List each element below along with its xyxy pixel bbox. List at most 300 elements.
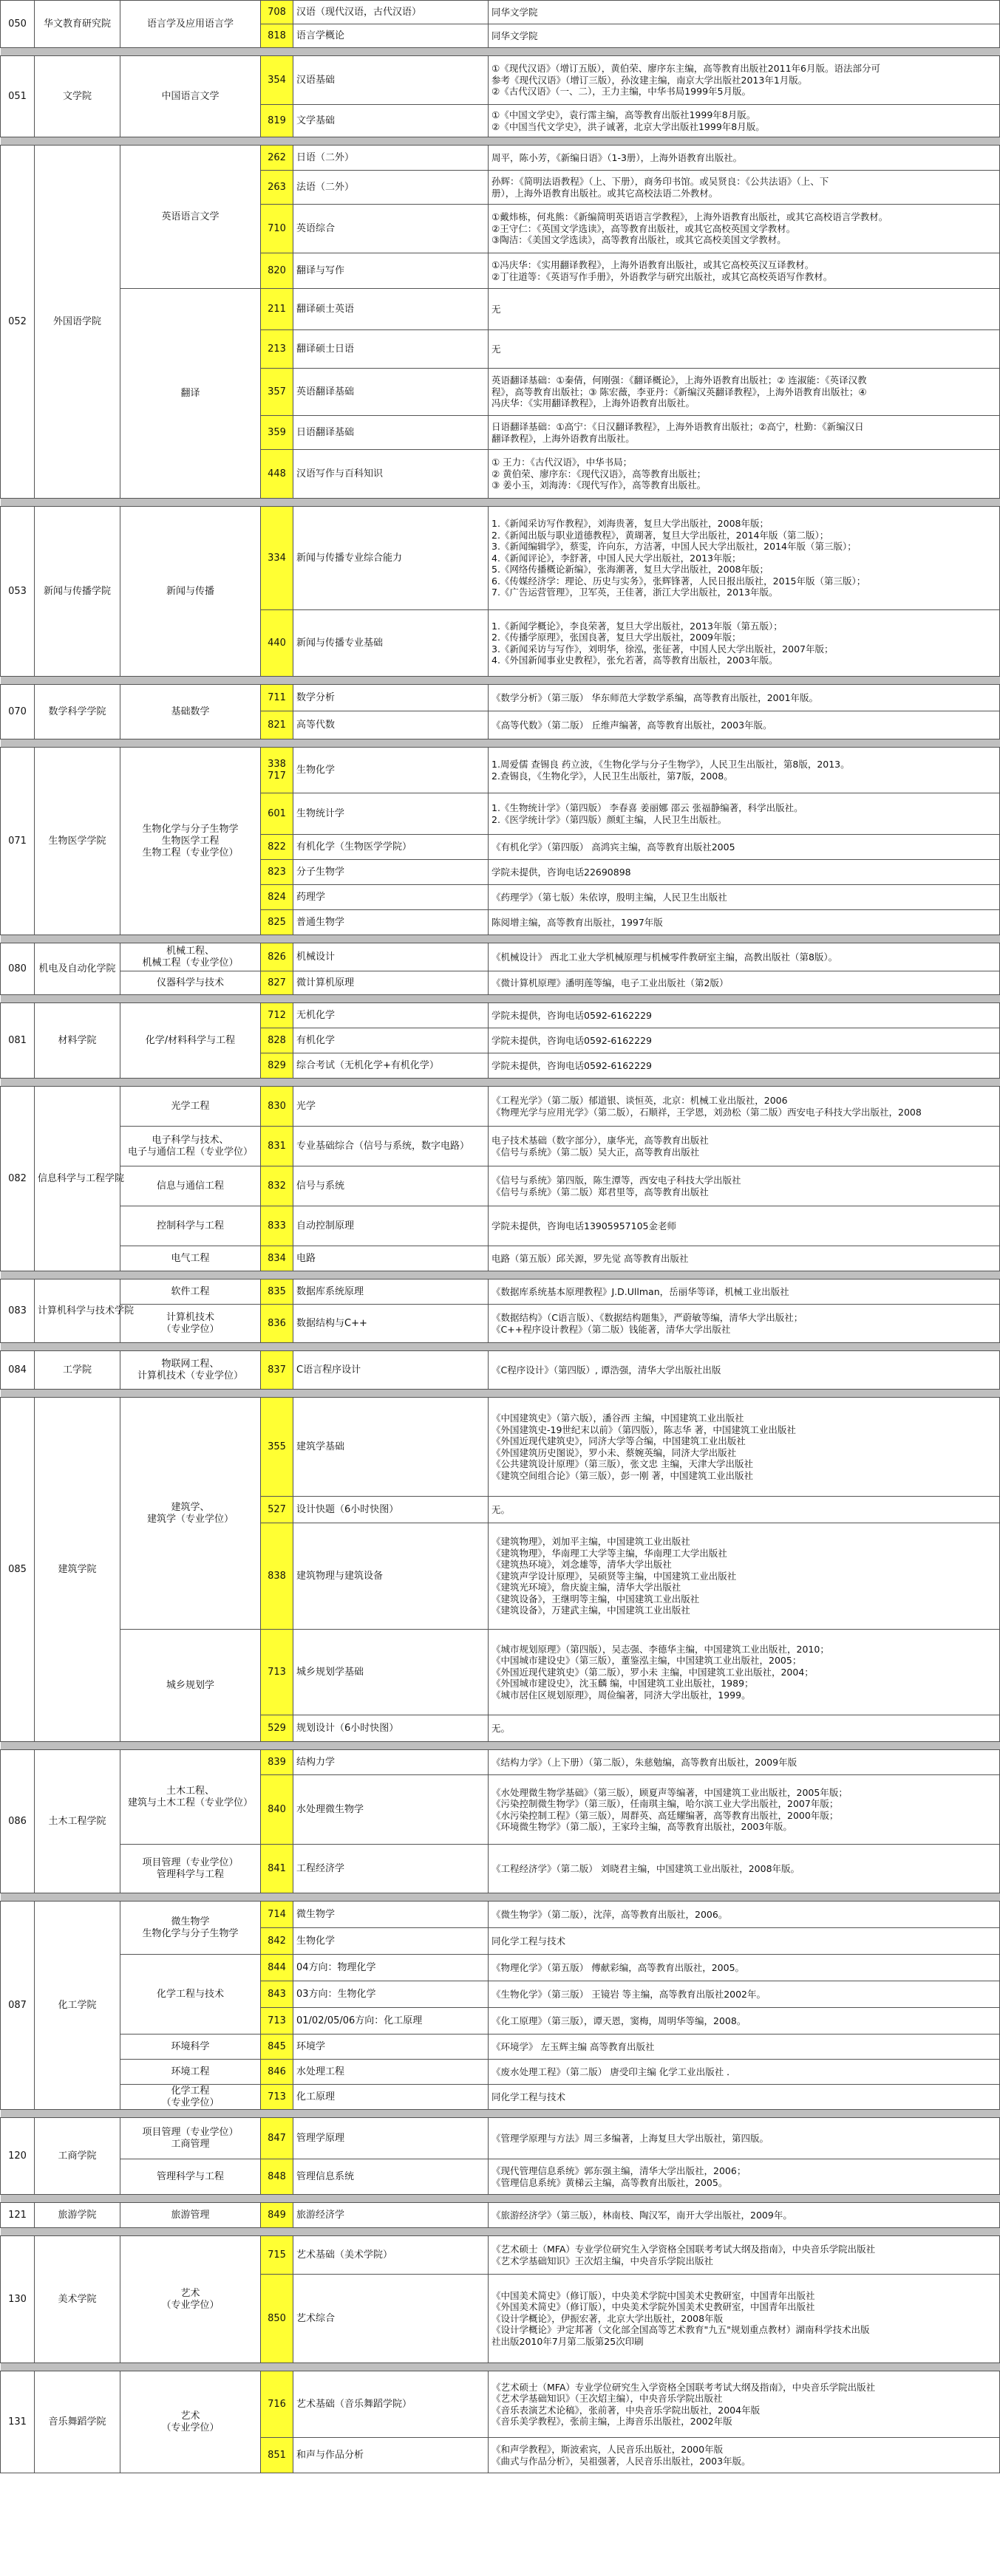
reference-line: ①《现代汉语》（增订五版），黄伯荣、廖序东主编，高等教育出版社2011年6月版。语法部分可 bbox=[492, 63, 880, 75]
course-number-line: 838 bbox=[268, 1570, 286, 1582]
dept-code: 070 bbox=[1, 685, 35, 739]
table-row bbox=[1, 1166, 1000, 1206]
major-name bbox=[120, 943, 261, 971]
major-name-line: 信息与通信工程 bbox=[156, 1180, 224, 1192]
major-name-line: 机械工程（专业学位） bbox=[142, 957, 239, 968]
reference-books bbox=[489, 2203, 1000, 2228]
course-number bbox=[261, 1981, 293, 2008]
course-name: 04方向：物理化学 bbox=[293, 1955, 489, 1981]
reference-line: 《管理学原理与方法》周三多编著，上海复旦大学出版社，第四版。 bbox=[492, 2132, 769, 2144]
course-number bbox=[261, 2060, 293, 2085]
course-number bbox=[261, 205, 293, 253]
group-separator bbox=[1, 739, 1000, 748]
major-name-line: 机械工程、 bbox=[166, 945, 214, 957]
major-name-line: 艺术 bbox=[180, 2410, 200, 2422]
course-number-line: 354 bbox=[268, 74, 286, 86]
major-name-line: （专业学位） bbox=[161, 2422, 220, 2433]
reference-line: ①戴炜栋，何兆熊：《新编简明英语语言学教程》，上海外语教育出版社，或其它高校语言学教材。 bbox=[492, 211, 888, 223]
course-name: 日语（二外） bbox=[293, 146, 489, 171]
reference-line: 学院未提供，咨询电话0592-6162229 bbox=[492, 1059, 652, 1071]
group-separator bbox=[1, 677, 1000, 685]
dept-name bbox=[35, 2236, 120, 2363]
course-number bbox=[261, 910, 293, 935]
course-number bbox=[261, 289, 293, 330]
reference-line: 《公共建筑设计原理》（第三版），张文忠 主编，天津大学出版社 bbox=[492, 1458, 753, 1469]
course-number-line: 824 bbox=[268, 891, 286, 903]
course-number-line: 842 bbox=[268, 1935, 286, 1947]
reference-books bbox=[489, 1351, 1000, 1390]
course-name: 设计快题（6小时快图） bbox=[293, 1497, 489, 1523]
course-name: 专业基础综合（信号与系统，数字电路） bbox=[293, 1127, 489, 1166]
reference-books bbox=[489, 2236, 1000, 2275]
dept-code: 050 bbox=[1, 1, 35, 48]
course-number-line: 835 bbox=[268, 1285, 286, 1297]
course-number-line: 843 bbox=[268, 1988, 286, 2000]
course-number-line: 213 bbox=[268, 343, 286, 355]
course-number bbox=[261, 2203, 293, 2228]
course-number bbox=[261, 171, 293, 205]
reference-books bbox=[489, 1127, 1000, 1166]
course-number-line: 711 bbox=[268, 691, 286, 703]
course-number bbox=[261, 860, 293, 885]
course-number bbox=[261, 2371, 293, 2438]
separator-cell bbox=[1, 1742, 1000, 1750]
course-number bbox=[261, 24, 293, 48]
dept-name-line: 信息科学与工程学院 bbox=[38, 1172, 125, 1184]
reference-line: 《外国城市建设史》，沈玉麟 编，中国建筑工业出版社，1989； bbox=[492, 1678, 754, 1690]
dept-name bbox=[35, 943, 120, 995]
reference-line: 同化学工程与技术 bbox=[492, 1935, 566, 1947]
major-name-line: 翻译 bbox=[180, 387, 200, 399]
reference-line: 《管理信息系统》黄梯云主编，高等教育出版社，2005。 bbox=[492, 2176, 728, 2188]
course-number bbox=[261, 2275, 293, 2363]
table-row bbox=[1, 943, 1000, 971]
table-row bbox=[1, 1246, 1000, 1271]
reference-line: 2.《新闻出版与职业道德教程》，黄瑚著，复旦大学出版社，2014年版（第二版）； bbox=[492, 529, 829, 541]
table-row bbox=[1, 1955, 1000, 1981]
course-number-line: 822 bbox=[268, 841, 286, 853]
dept-name bbox=[35, 2371, 120, 2473]
dept-name bbox=[35, 56, 120, 137]
major-name bbox=[120, 2236, 261, 2363]
reference-books bbox=[489, 685, 1000, 711]
course-name: 汉语（现代汉语，古代汉语） bbox=[293, 1, 489, 24]
reference-line: 参考《现代汉语》（增订三版），孙汝建主编，南京大学出版社2013年1月版。 bbox=[492, 74, 808, 86]
reference-books bbox=[489, 610, 1000, 677]
major-name bbox=[120, 1902, 261, 1955]
reference-books bbox=[489, 24, 1000, 48]
reference-line: 6.《传媒经济学：理论、历史与实务》，张辉锋著，人民日报出版社，2015年版（第三版）； bbox=[492, 575, 866, 587]
reference-books bbox=[489, 835, 1000, 860]
course-number bbox=[261, 2118, 293, 2159]
dept-name bbox=[35, 507, 120, 677]
reference-line: 《艺术学基础知识》（王次炤主编），中央音乐学院出版社 bbox=[492, 2393, 723, 2404]
reference-line: 《建筑声学设计原理》，吴硕贤等主编，中国建筑工业出版社 bbox=[492, 1570, 737, 1582]
course-number bbox=[261, 793, 293, 835]
reference-line: 《音乐表演艺术论稿》，张前著，中央音乐学院出版社，2004年版 bbox=[492, 2404, 761, 2416]
course-name: 有机化学 bbox=[293, 1028, 489, 1053]
table-row bbox=[1, 2060, 1000, 2085]
table-row bbox=[1, 1, 1000, 24]
course-number bbox=[261, 2438, 293, 2473]
reference-line: 《数学分析》（第三版） 华东师范大学数学系编，高等教育出版社，2001年版。 bbox=[492, 691, 819, 703]
course-number bbox=[261, 1280, 293, 1305]
course-number-line: 714 bbox=[268, 1908, 286, 1920]
reference-books bbox=[489, 1003, 1000, 1028]
dept-name bbox=[35, 146, 120, 499]
major-name bbox=[120, 2118, 261, 2159]
course-number bbox=[261, 450, 293, 499]
course-number-line: 823 bbox=[268, 866, 286, 878]
major-name bbox=[120, 2371, 261, 2473]
separator-cell bbox=[1, 1893, 1000, 1902]
reference-line: 《设计学概论》，伊振宏著，北京大学出版社，2008年版 bbox=[492, 2312, 724, 2324]
reference-line: 《物理化学》（第五版） 傅献彩编，高等教育出版社，2005。 bbox=[492, 1961, 745, 1973]
major-name bbox=[120, 56, 261, 137]
course-number-line: 827 bbox=[268, 977, 286, 988]
course-number bbox=[261, 711, 293, 739]
major-name-line: 计算机技术（专业学位） bbox=[137, 1370, 243, 1381]
course-name: 英语翻译基础 bbox=[293, 369, 489, 416]
reference-line: 《艺术硕士（MFA）专业学位研究生入学资格全国联考考试大纲及指南》，中央音乐学院出版社 bbox=[492, 2244, 876, 2255]
course-number bbox=[261, 1523, 293, 1630]
reference-line: 1.《新闻学概论》，李良荣著，复旦大学出版社，2013年版（第五版）； bbox=[492, 620, 783, 632]
course-name: 管理学原理 bbox=[293, 2118, 489, 2159]
course-number bbox=[261, 1206, 293, 1246]
dept-code: 081 bbox=[1, 1003, 35, 1079]
course-number-line: 833 bbox=[268, 1220, 286, 1231]
course-name: 工程经济学 bbox=[293, 1845, 489, 1893]
course-name: 翻译硕士英语 bbox=[293, 289, 489, 330]
dept-name-line: 土木工程学院 bbox=[48, 1815, 106, 1827]
reference-line: 《有机化学》（第四版） 高鸿宾主编，高等教育出版社2005 bbox=[492, 841, 735, 853]
group-separator bbox=[1, 1343, 1000, 1351]
course-name: 电路 bbox=[293, 1246, 489, 1271]
course-number bbox=[261, 835, 293, 860]
table-row bbox=[1, 1902, 1000, 1928]
course-number bbox=[261, 2236, 293, 2275]
course-number-line: 334 bbox=[268, 552, 286, 564]
dept-code: 084 bbox=[1, 1351, 35, 1390]
course-number bbox=[261, 2085, 293, 2110]
reference-line: 无。 bbox=[492, 1722, 511, 1734]
dept-name-line: 生物医学学院 bbox=[48, 835, 106, 847]
dept-code: 082 bbox=[1, 1087, 35, 1271]
reference-line: 同化学工程与技术 bbox=[492, 2091, 566, 2102]
major-name bbox=[120, 2085, 261, 2110]
reference-line: 《结构力学》（上下册）（第二版），朱慈勉编，高等教育出版社，2009年版 bbox=[492, 1756, 797, 1768]
course-number-line: 717 bbox=[268, 770, 286, 782]
reference-books bbox=[489, 1053, 1000, 1079]
course-number bbox=[261, 1497, 293, 1523]
table-row bbox=[1, 2085, 1000, 2110]
separator-cell bbox=[1, 499, 1000, 507]
course-name: 微生物学 bbox=[293, 1902, 489, 1928]
reference-books bbox=[489, 793, 1000, 835]
reference-line: 1.《生物统计学》（第四版） 李春喜 姜丽娜 邵云 张福静编著，科学出版社。 bbox=[492, 802, 803, 813]
course-number-line: 825 bbox=[268, 916, 286, 928]
reference-books bbox=[489, 1775, 1000, 1845]
group-separator bbox=[1, 2110, 1000, 2118]
course-number-line: 601 bbox=[268, 807, 286, 819]
reference-line: 陈阅增主编，高等教育出版社，1997年版 bbox=[492, 916, 663, 928]
reference-line: 《设计学概论》尹定邦著（文化部全国高等艺术教育"九五"规划重点教材）湖南科学技术出版 bbox=[492, 2324, 870, 2336]
separator-cell bbox=[1, 1343, 1000, 1351]
major-name bbox=[120, 1206, 261, 1246]
major-name-line: （专业学位） bbox=[161, 2097, 220, 2108]
dept-code: 085 bbox=[1, 1398, 35, 1742]
course-number bbox=[261, 1127, 293, 1166]
reference-line: 《外国美术简史》（修订版），中央美术学院外国美术史教研室，中国青年出版社 bbox=[492, 2301, 815, 2313]
reference-books bbox=[489, 860, 1000, 885]
dept-name-line: 材料学院 bbox=[58, 1034, 97, 1046]
reference-books bbox=[489, 2371, 1000, 2438]
course-name: 数据库系统原理 bbox=[293, 1280, 489, 1305]
course-number-line: 830 bbox=[268, 1100, 286, 1112]
reference-line: 《建筑光环境》，詹庆旋主编，清华大学出版社 bbox=[492, 1582, 681, 1593]
reference-line: 学院未提供，咨询电话0592-6162229 bbox=[492, 1034, 652, 1046]
reference-line: 《信号与系统》第四版，陈生潭等，西安电子科技大学出版社 bbox=[492, 1175, 741, 1186]
reference-line: 《外国近现代建筑史》，同济大学等合编，中国建筑工业出版社 bbox=[492, 1435, 746, 1446]
reference-line: 《建筑设备》，王继明等主编，中国建筑工业出版社 bbox=[492, 1593, 700, 1605]
course-number bbox=[261, 1398, 293, 1497]
table-row bbox=[1, 1087, 1000, 1127]
group-separator bbox=[1, 1742, 1000, 1750]
major-name bbox=[120, 1127, 261, 1166]
dept-code: 121 bbox=[1, 2203, 35, 2228]
dept-code: 131 bbox=[1, 2371, 35, 2473]
reference-line: 《废水处理工程》（第二版） 唐受印主编 化学工业出版社 ． bbox=[492, 2066, 736, 2077]
dept-name-line: 美术学院 bbox=[58, 2293, 97, 2305]
major-name-line: 基础数学 bbox=[171, 706, 210, 717]
course-number-line: 847 bbox=[268, 2132, 286, 2144]
course-name: 有机化学（生物医学学院） bbox=[293, 835, 489, 860]
reference-line: ② 黄伯荣、廖序东：《现代汉语》，高等教育出版社； bbox=[492, 468, 707, 479]
table-row bbox=[1, 1750, 1000, 1775]
course-name: 旅游经济学 bbox=[293, 2203, 489, 2228]
dept-name bbox=[35, 1087, 125, 1271]
reference-books bbox=[489, 1398, 1000, 1497]
reference-line: 《旅游经济学》（第三版），林南枝、陶汉军，南开大学出版社，2009年。 bbox=[492, 2209, 792, 2221]
reference-books bbox=[489, 1206, 1000, 1246]
reference-line: 《建筑空间组合论》（第三版），彭一刚 著，中国建筑工业出版社 bbox=[492, 1469, 753, 1481]
major-name-line: 英语语言文学 bbox=[161, 211, 220, 222]
group-separator bbox=[1, 2195, 1000, 2203]
reference-line: 《污染控制微生物学》（第三版），任南琪主编，哈尔滨工业大学出版社，2007年版； bbox=[492, 1798, 839, 1809]
course-number bbox=[261, 943, 293, 971]
course-name: 光学 bbox=[293, 1087, 489, 1127]
course-number bbox=[261, 2035, 293, 2060]
table-row bbox=[1, 1398, 1000, 1497]
reference-line: 2.《传播学原理》，张国良著，复旦大学出版社，2009年版； bbox=[492, 632, 741, 643]
course-number-line: 710 bbox=[268, 222, 286, 234]
major-name-line: 微生物学 bbox=[171, 1916, 210, 1927]
course-number bbox=[261, 1715, 293, 1742]
group-separator bbox=[1, 48, 1000, 56]
course-number-line: 211 bbox=[268, 303, 286, 315]
dept-code: 086 bbox=[1, 1750, 35, 1893]
reference-books bbox=[489, 1, 1000, 24]
dept-name-line: 华文教育研究院 bbox=[43, 18, 111, 30]
course-name: 新闻与传播专业综合能力 bbox=[293, 507, 489, 610]
major-name bbox=[120, 289, 261, 499]
table-row bbox=[1, 1206, 1000, 1246]
reference-line: ②《中国当代文学史》，洪子诚著，北京大学出版社1999年8月版。 bbox=[492, 120, 765, 132]
course-name: 化工原理 bbox=[293, 2085, 489, 2110]
table-row bbox=[1, 2371, 1000, 2438]
separator-cell bbox=[1, 137, 1000, 146]
dept-name bbox=[35, 2203, 120, 2228]
separator-cell bbox=[1, 2110, 1000, 2118]
course-number-line: 713 bbox=[268, 2015, 286, 2026]
course-name: 自动控制原理 bbox=[293, 1206, 489, 1246]
major-name bbox=[120, 748, 261, 935]
reference-line: 《C程序设计》（第四版）, 谭浩强，清华大学出版社出版 bbox=[492, 1364, 721, 1376]
course-number-line: 712 bbox=[268, 1009, 286, 1021]
major-name-line: 艺术 bbox=[180, 2287, 200, 2299]
reference-books bbox=[489, 1497, 1000, 1523]
reference-line: 《生物化学》（第三版） 王镜岩 等主编，高等教育出版社2002年。 bbox=[492, 1988, 766, 2000]
major-name-line: 仪器科学与技术 bbox=[156, 977, 224, 988]
major-name-line: 管理科学与工程 bbox=[156, 2170, 224, 2182]
reference-line: 3.《新闻采访与写作》，刘明华，徐泓，张征著，中国人民大学出版社，2007年版； bbox=[492, 643, 834, 655]
course-number bbox=[261, 105, 293, 137]
reference-books bbox=[489, 2008, 1000, 2035]
table-row bbox=[1, 2035, 1000, 2060]
course-name: 语言学概论 bbox=[293, 24, 489, 48]
reference-books bbox=[489, 2159, 1000, 2195]
reference-books bbox=[489, 253, 1000, 289]
reference-line: 学院未提供，咨询电话0592-6162229 bbox=[492, 1009, 652, 1021]
separator-cell bbox=[1, 48, 1000, 56]
course-number bbox=[261, 146, 293, 171]
major-name-line: 建筑学（专业学位） bbox=[146, 1513, 234, 1525]
reference-line: 《音乐美学教程》，张前主编，上海音乐出版社，2002年版 bbox=[492, 2416, 732, 2427]
reference-books bbox=[489, 56, 1000, 105]
reference-line: 《高等代数》（第二版） 丘维声编著，高等教育出版社，2003年版。 bbox=[492, 719, 772, 731]
major-name bbox=[120, 1750, 261, 1845]
course-number bbox=[261, 1750, 293, 1775]
reference-line: 1.《新闻采访写作教程》，刘海贵著，复旦大学出版社，2008年版； bbox=[492, 518, 769, 530]
reference-line: 《工程光学》（第二版）郁道银、谈恒英，北京：机械工业出版社，2006 bbox=[492, 1095, 788, 1106]
course-number-line: 839 bbox=[268, 1756, 286, 1768]
table-row bbox=[1, 289, 1000, 330]
course-name: C语言程序设计 bbox=[293, 1351, 489, 1390]
reference-books bbox=[489, 910, 1000, 935]
reference-books bbox=[489, 711, 1000, 739]
reference-line: 《建筑物理》，刘加平主编，中国建筑工业出版社 bbox=[492, 1536, 690, 1548]
major-name bbox=[120, 2035, 261, 2060]
dept-code: 087 bbox=[1, 1902, 35, 2110]
dept-name bbox=[35, 1351, 120, 1390]
course-name: 英语综合 bbox=[293, 205, 489, 253]
dept-code: 080 bbox=[1, 943, 35, 995]
group-separator bbox=[1, 1079, 1000, 1087]
course-name: 信号与系统 bbox=[293, 1166, 489, 1206]
reference-line: ②《古代汉语》（一、二），王力主编，中华书局1999年5月版。 bbox=[492, 86, 751, 98]
dept-code: 053 bbox=[1, 507, 35, 677]
major-name bbox=[120, 146, 261, 289]
reference-line: 《建筑物理》，华南理工大学等主编，华南理工大学出版社 bbox=[492, 1547, 727, 1559]
separator-cell bbox=[1, 1079, 1000, 1087]
course-number bbox=[261, 507, 293, 610]
course-number bbox=[261, 1246, 293, 1271]
reference-line: 1.周爱儒 查锡良 药立波，《生物化学与分子生物学》，人民卫生出版社，第8版，2013。 bbox=[492, 759, 850, 770]
reference-line: 孙辉：《简明法语教程》（上、下册），商务印书馆。或吴贤良：《公共法语》（上、下 bbox=[492, 176, 829, 187]
course-name: 艺术基础（美术学院） bbox=[293, 2236, 489, 2275]
reference-books bbox=[489, 105, 1000, 137]
major-name-line: 建筑与土木工程（专业学位） bbox=[127, 1797, 253, 1808]
course-number-line: 708 bbox=[268, 6, 286, 18]
course-number-line: 355 bbox=[268, 1441, 286, 1452]
reference-line: 《信号与系统》（第二版）郑君里等，高等教育出版社 bbox=[492, 1186, 709, 1198]
course-name: 机械设计 bbox=[293, 943, 489, 971]
course-number-line: 818 bbox=[268, 30, 286, 41]
course-number-line: 832 bbox=[268, 1180, 286, 1192]
reference-line: 2.《医学统计学》（第四版）颜虹主编，人民卫生出版社。 bbox=[492, 813, 727, 825]
course-number bbox=[261, 330, 293, 369]
major-name-line: 生物化学与分子生物学 bbox=[142, 1927, 239, 1939]
reference-books bbox=[489, 1955, 1000, 1981]
major-name-line: 电子与通信工程（专业学位） bbox=[127, 1146, 253, 1158]
course-number-line: 529 bbox=[268, 1722, 286, 1734]
major-name bbox=[120, 1630, 261, 1742]
table-row bbox=[1, 1630, 1000, 1715]
major-name bbox=[120, 1351, 261, 1390]
table-row bbox=[1, 1280, 1000, 1305]
major-name-line: 项目管理（专业学位） bbox=[142, 1856, 239, 1868]
reference-books bbox=[489, 1166, 1000, 1206]
dept-name-line: 新闻与传播学院 bbox=[43, 585, 111, 597]
dept-name bbox=[35, 1750, 120, 1893]
course-name: 综合考试（无机化学+有机化学） bbox=[293, 1053, 489, 1079]
reference-line: ① 王力：《古代汉语》，中华书局； bbox=[492, 457, 633, 468]
major-name-line: 土木工程、 bbox=[166, 1785, 214, 1797]
course-number bbox=[261, 1087, 293, 1127]
course-number-line: 440 bbox=[268, 637, 286, 649]
group-separator bbox=[1, 995, 1000, 1003]
table-row bbox=[1, 1127, 1000, 1166]
dept-name-line: 旅游学院 bbox=[58, 2209, 97, 2221]
group-separator bbox=[1, 935, 1000, 943]
group-separator bbox=[1, 1271, 1000, 1280]
course-number bbox=[261, 748, 293, 793]
major-name-line: 生物医学工程 bbox=[161, 835, 220, 847]
dept-name bbox=[35, 1003, 120, 1079]
reference-line: 翻译教程》，上海外语教育出版社。 bbox=[492, 432, 635, 444]
table-row bbox=[1, 1003, 1000, 1028]
reference-line: 《中国美术简史》（修订版），中央美术学院中国美术史教研室，中国青年出版社 bbox=[492, 2289, 815, 2301]
major-name bbox=[120, 1166, 261, 1206]
major-name-line: 化学/材料科学与工程 bbox=[145, 1034, 236, 1046]
course-number-line: 263 bbox=[268, 181, 286, 193]
reference-line: 2.查锡良，《生物化学》，人民卫生出版社，第7版，2008。 bbox=[492, 770, 733, 782]
course-name: 汉语基础 bbox=[293, 56, 489, 105]
course-number-line: 845 bbox=[268, 2040, 286, 2052]
course-name: 数学分析 bbox=[293, 685, 489, 711]
course-number bbox=[261, 56, 293, 105]
course-name: 管理信息系统 bbox=[293, 2159, 489, 2195]
reference-books bbox=[489, 450, 1000, 499]
table-row bbox=[1, 748, 1000, 793]
course-number bbox=[261, 1928, 293, 1955]
reference-line: 无。 bbox=[492, 1503, 511, 1515]
reference-line: 学院未提供，咨询电话13905957105金老师 bbox=[492, 1220, 676, 1231]
reference-line: 册），上海外语教育出版社。或其它高校法语二外教材。 bbox=[492, 187, 718, 199]
course-number bbox=[261, 1351, 293, 1390]
reference-line: 冯庆华：《实用翻译教程》，上海外语教育出版社。 bbox=[492, 397, 695, 409]
reference-line: 《数据库系统基本原理教程》J.D.Ullman，岳丽华等译，机械工业出版社 bbox=[492, 1285, 789, 1297]
